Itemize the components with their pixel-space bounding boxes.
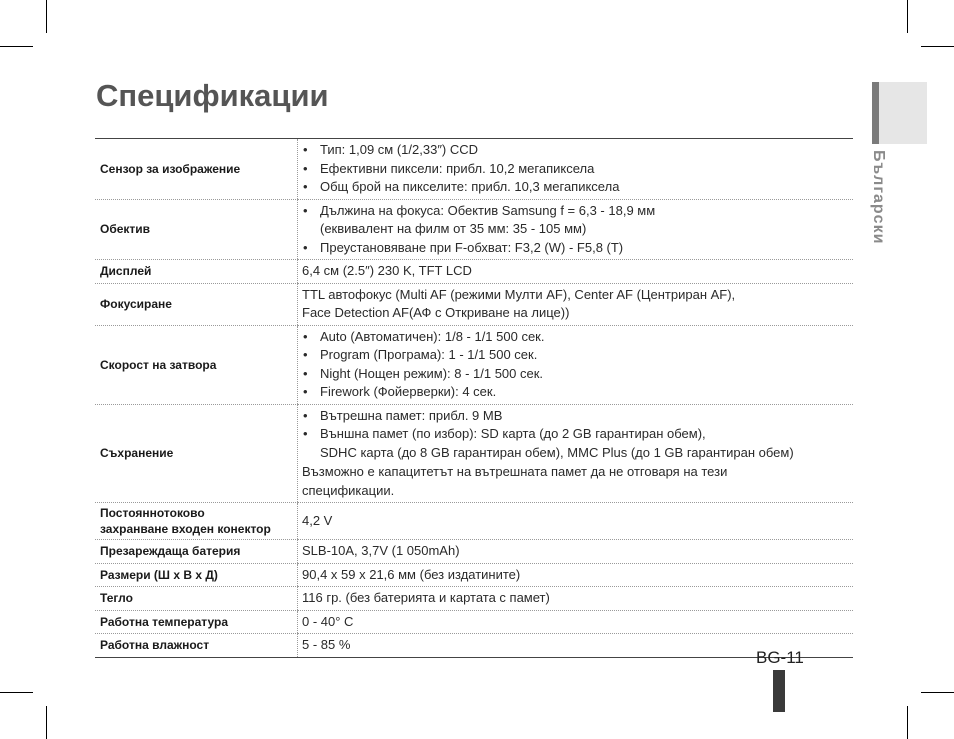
spec-value: 6,4 см (2.5″) 230 K, TFT LCD bbox=[298, 260, 854, 284]
crop-mark bbox=[907, 0, 908, 33]
spec-label: Работна температура bbox=[95, 610, 298, 634]
crop-mark bbox=[46, 706, 47, 739]
list-item: • Общ брой на пикселите: прибл. 10,3 мегапиксела bbox=[302, 178, 853, 197]
spec-value: 0 - 40° C bbox=[298, 610, 854, 634]
spec-value: 90,4 x 59 x 21,6 мм (без издатините) bbox=[298, 563, 854, 587]
list-item-line: Дължина на фокуса: Обектив Samsung f = 6,3 - 18,9 мм bbox=[320, 202, 656, 218]
list-item-line: Външна памет (по избор): SD карта (до 2 GB гарантиран обем), bbox=[320, 426, 706, 441]
spec-label: Работна влажност bbox=[100, 638, 210, 653]
spec-value bbox=[298, 325, 854, 404]
table-row bbox=[95, 503, 853, 540]
language-tab-label: Български bbox=[870, 150, 887, 245]
spec-value bbox=[298, 139, 854, 200]
table-row bbox=[95, 540, 853, 564]
list-item: • Program (Програма): 1 - 1/1 500 сек. bbox=[302, 346, 853, 365]
table-row bbox=[95, 260, 853, 284]
spec-value bbox=[298, 404, 854, 503]
table-row bbox=[95, 563, 853, 587]
spec-table bbox=[95, 138, 853, 658]
crop-mark bbox=[46, 0, 47, 33]
table-row bbox=[95, 404, 853, 503]
spec-value: SLB-10A, 3,7V (1 050mAh) bbox=[298, 540, 854, 564]
value-line: TTL автофокус (Multi AF (режими Мулти AF), Center AF (Центриран AF), bbox=[302, 286, 736, 302]
list-item: • Night (Нощен режим): 8 - 1/1 500 сек. bbox=[302, 365, 853, 384]
crop-mark bbox=[0, 46, 33, 47]
spec-label: Дисплей bbox=[95, 260, 298, 284]
table-row bbox=[95, 283, 853, 325]
table-row bbox=[95, 587, 853, 611]
table-row bbox=[95, 610, 853, 634]
spec-value: 5 - 85 % bbox=[298, 634, 854, 658]
list-item: • Firework (Фойерверки): 4 сек. bbox=[302, 383, 853, 402]
list-item-line: SDHC карта (до 8 GB гарантиран обем), MMC Plus (до 1 GB гарантиран обем) bbox=[320, 444, 794, 460]
spec-value bbox=[298, 199, 854, 260]
list-item: • Вътрешна памет: прибл. 9 MB bbox=[302, 407, 853, 426]
language-tab-bar bbox=[872, 82, 879, 144]
list-item: • Тип: 1,09 см (1/2,33″) CCD bbox=[302, 141, 853, 160]
crop-mark bbox=[0, 692, 33, 693]
list-item-line: (еквивалент на филм от 35 мм: 35 - 105 мм) bbox=[320, 221, 587, 236]
spec-value: 4,2 V bbox=[298, 503, 854, 540]
storage-note bbox=[302, 463, 853, 500]
label-line: Постояннотоково bbox=[100, 506, 205, 520]
crop-mark bbox=[907, 706, 908, 739]
list-item: • Ефективни пиксели: прибл. 10,2 мегапиксела bbox=[302, 160, 853, 179]
table-row bbox=[95, 139, 853, 200]
spec-label: Сензор за изображение bbox=[95, 139, 298, 200]
spec-label: Скорост на затвора bbox=[95, 325, 298, 404]
page-marker-bar bbox=[773, 670, 785, 712]
page-title: Спецификации bbox=[96, 78, 329, 113]
spec-label: Размери (Ш x В x Д) bbox=[95, 563, 298, 587]
list-item bbox=[302, 425, 853, 462]
table-row bbox=[95, 199, 853, 260]
spec-label: Тегло bbox=[95, 587, 298, 611]
spec-label: Съхранение bbox=[95, 404, 298, 503]
spec-label: Обектив bbox=[95, 199, 298, 260]
spec-value: 116 гр. (без батерията и картата с памет) bbox=[298, 587, 854, 611]
note-line: спецификации. bbox=[302, 482, 395, 498]
spec-value bbox=[298, 283, 854, 325]
crop-mark bbox=[921, 692, 954, 693]
table-row bbox=[95, 325, 853, 404]
language-tab bbox=[872, 82, 927, 144]
value-line: Face Detection AF(АФ с Откриване на лице)) bbox=[302, 305, 570, 320]
spec-label: Фокусиране bbox=[95, 283, 298, 325]
list-item: • Преустановяване при F-обхват: F3,2 (W) - F5,8 (T) bbox=[302, 239, 853, 258]
page-number: BG-11 bbox=[756, 648, 804, 667]
table-row bbox=[95, 634, 853, 658]
list-item: • Auto (Автоматичен): 1/8 - 1/1 500 сек. bbox=[302, 328, 853, 347]
spec-label: Презареждаща батерия bbox=[95, 540, 298, 564]
list-item bbox=[302, 202, 853, 239]
crop-mark bbox=[921, 46, 954, 47]
note-line: Възможно е капацитетът на вътрешната памет да не отговаря на тези bbox=[302, 464, 728, 479]
spec-label bbox=[95, 503, 298, 540]
label-line: захранване входен конектор bbox=[100, 522, 271, 536]
